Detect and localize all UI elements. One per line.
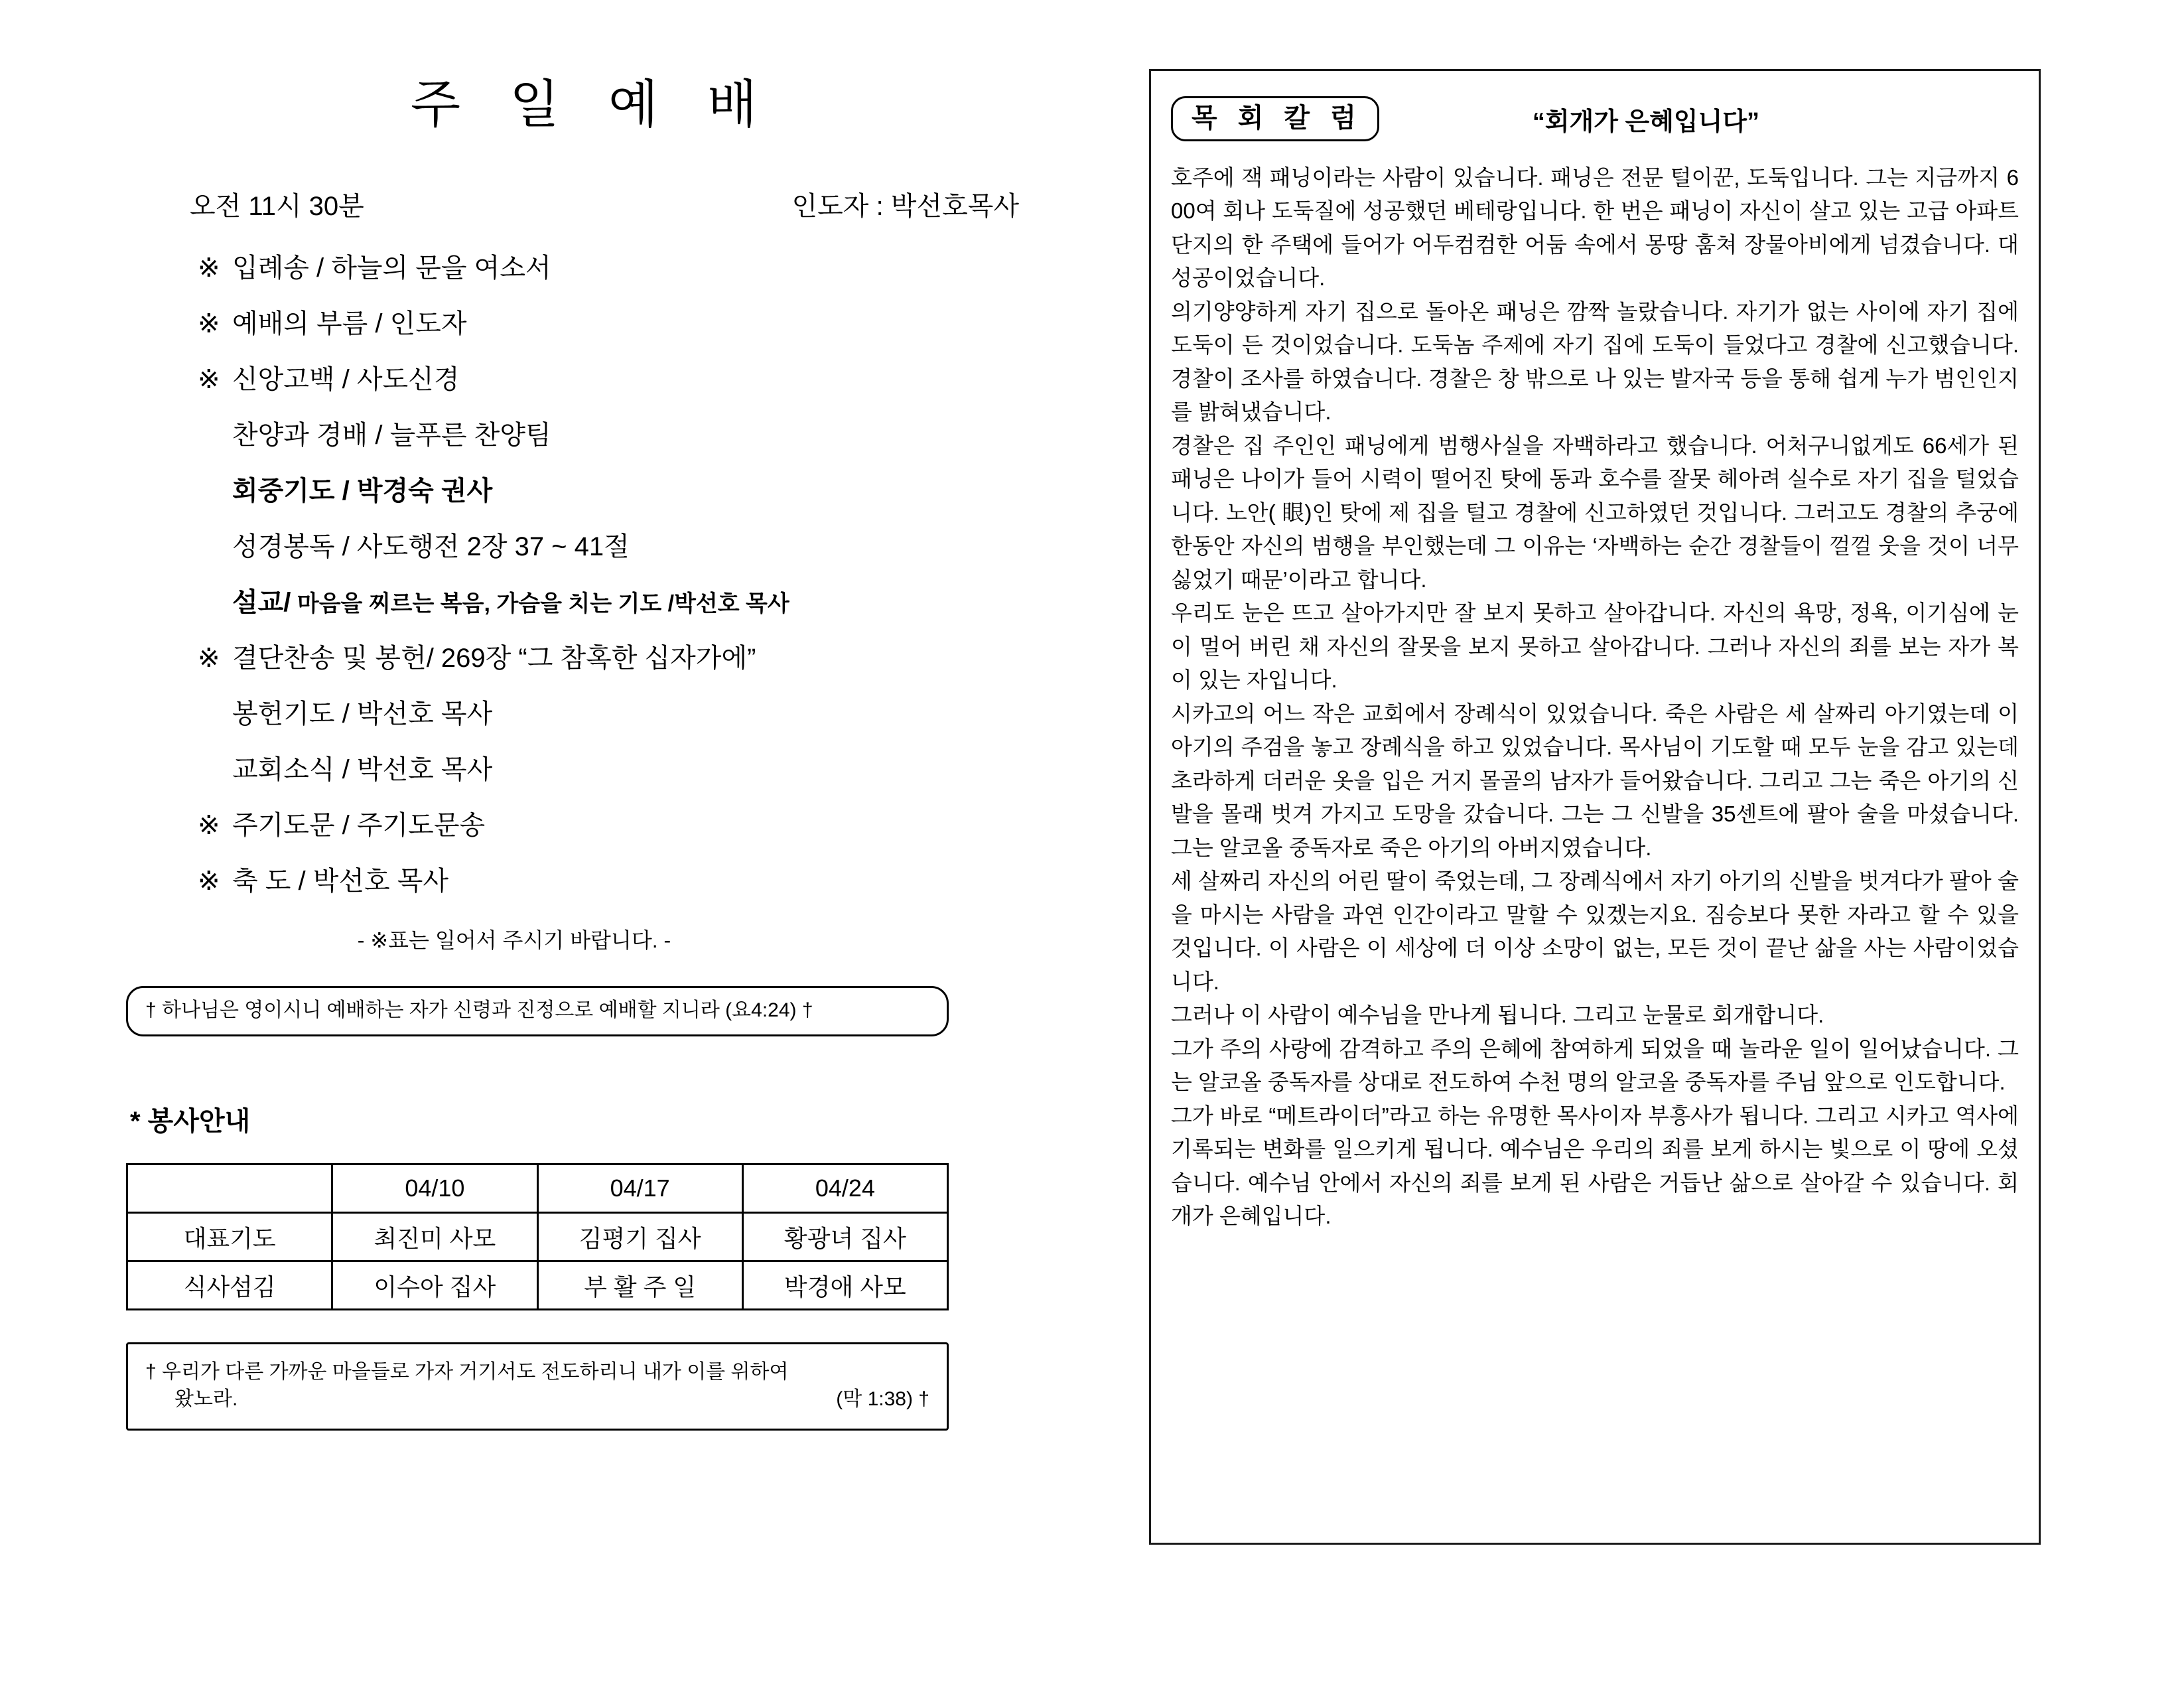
service-time-row: [126, 185, 1042, 223]
paragraph: 시카고의 어느 작은 교회에서 장례식이 있었습니다. 죽은 사람은 세 살짜리 아기였는데 이 아기의 주검을 놓고 장례식을 하고 있었습니다. 목사님이 기도할 때 모두 눈을 감고 있는데 초라하게 더러운 옷을 입은 거지 몰골의 남자가 들어왔습니다. 그리고 그는 죽은 아기의 신발을 몰래 벗겨 가지고 도망을 갔습니다. 그는 그 신발을 35센트에 팔아 술을 마셨습니다. 그는 알코올 중독자로 죽은 아기의 아버지였습니다.: [1171, 701, 2019, 860]
paragraph: 그가 주의 사랑에 감격하고 주의 은혜에 참여하게 되었을 때 놀라운 일이 일어났습니다. 그는 알코올 중독자를 상대로 전도하여 수천 명의 알코올 중독자를 주님 앞으로 인도합니다.: [1171, 1036, 2019, 1095]
order-item-benediction: [198, 868, 1042, 894]
duty-col-header-date: 04/17: [537, 1164, 742, 1213]
standing-instruction-note: - ※표는 일어서 주시기 바랍니다. -: [357, 928, 671, 952]
duty-section-heading: * 봉사안내: [130, 1107, 251, 1137]
duty-table: [126, 1163, 949, 1310]
scripture-box-mark: [126, 1342, 949, 1431]
order-item-label: 성경봉독 / 사도행전 2장 37 ~ 41절: [232, 531, 630, 561]
standing-mark-icon: ※: [198, 866, 220, 896]
worship-order-column: [126, 40, 1042, 1632]
order-item: [198, 422, 1042, 449]
standing-mark-icon: ※: [198, 364, 220, 394]
table-row: [127, 1261, 948, 1310]
paragraph: 의기양양하게 자기 집으로 돌아온 패닝은 깜짝 놀랐습니다. 자기가 없는 사이에 자기 집에 도둑이 든 것이었습니다. 도둑놈 주제에 자기 집에 도둑이 들었다고 경찰에 신고했습니다. 경찰이 조사를 하였습니다. 경찰은 창 밖으로 나 있는 발자국 등을 통해 쉽게 누가 범인인지를 밝혀냈습니다.: [1171, 299, 2019, 425]
sermon-label: 설교/: [232, 587, 291, 617]
standing-mark-icon: ※: [198, 253, 220, 283]
order-item-offering-hymn: [198, 645, 1042, 671]
duty-cell: 김평기 집사: [537, 1213, 742, 1261]
scripture-text: † 하나님은 영이시니 예배하는 자가 신령과 진정으로 예배할 지니라 (요4:24) †: [145, 999, 813, 1021]
scripture-reference: (막 1:38) †: [836, 1387, 929, 1410]
pastoral-column-panel: [1149, 69, 2041, 1545]
order-item: [198, 812, 1042, 839]
duty-cell: 최진미 사모: [332, 1213, 537, 1261]
order-item-label: 교회소식 / 박선호 목사: [232, 754, 493, 784]
order-item: [198, 366, 1042, 393]
pastoral-column-header: [1171, 87, 2019, 151]
table-header-row: [127, 1164, 948, 1213]
pastoral-column-body: [1171, 161, 2019, 1234]
page-title: 주 일 예 배: [410, 75, 775, 133]
paragraph: 그가 바로 “메트라이더”라고 하는 유명한 목사이자 부흥사가 됩니다. 그리고 시카고 역사에 기록되는 변화를 일으키게 됩니다. 예수님은 우리의 죄를 보게 하시는 빛으로 이 땅에 오셨습니다. 예수님 안에서 자신의 죄를 보게 된 사람은 거듭난 삶으로 살아갈 수 있습니다. 회개가 은혜입니다.: [1171, 1103, 2019, 1229]
order-item-scripture-reading: [198, 533, 1042, 560]
order-item-congregational-prayer: [198, 478, 1042, 504]
order-of-service-list: [126, 255, 1042, 894]
duty-cell: 박경애 사모: [742, 1261, 947, 1310]
duty-row-label: 식사섬김: [127, 1261, 332, 1310]
paragraph: 우리도 눈은 뜨고 살아가지만 잘 보지 못하고 살아갑니다. 자신의 욕망, 정욕, 이기심에 눈이 멀어 버린 채 자신의 잘못을 보지 못하고 살아갑니다. 그러나 자신의 죄를 보는 자가 복이 있는 자입니다.: [1171, 600, 2019, 693]
paragraph: 세 살짜리 자신의 어린 딸이 죽었는데, 그 장례식에서 자기 아기의 신발을 벗겨다가 팔아 술을 마시는 사람을 과연 인간이라고 말할 수 있겠는지요. 짐승보다 못한 자라고 할 수 있을 것입니다. 이 사람은 이 세상에 더 이상 소망이 없는, 모든 것이 끝난 삶을 사는 사람이었습니다.: [1171, 869, 2019, 994]
paragraph: 호주에 잭 패닝이라는 사람이 있습니다. 패닝은 전문 털이꾼, 도둑입니다. 그는 지금까지 600여 회나 도둑질에 성공했던 베테랑입니다. 한 번은 패닝이 자신이 살고 있는 고급 아파트 단지의 한 주택에 들어가 어두컴컴한 어둠 속에서 몽땅 훔쳐 장물아비에게 넘겼습니다. 대성공이었습니다.: [1171, 165, 2019, 291]
order-item: [198, 311, 1042, 337]
sermon-title: 마음을 찌르는 복음, 가슴을 치는 기도 /박선호 목사: [291, 591, 789, 616]
duty-col-header-date: 04/24: [742, 1164, 947, 1213]
duty-cell: 황광녀 집사: [742, 1213, 947, 1261]
order-item-label: 입례송 / 하늘의 문을 여소서: [232, 253, 551, 283]
duty-cell: 부 활 주 일: [537, 1261, 742, 1310]
order-item: [198, 756, 1042, 783]
duty-col-header-date: 04/10: [332, 1164, 537, 1213]
scripture-reference-row: [145, 1386, 929, 1413]
order-item-label: 주기도문 / 주기도문송: [232, 810, 486, 840]
duty-cell: 이수아 집사: [332, 1261, 537, 1310]
table-row: [127, 1213, 948, 1261]
pastoral-column-tag: 목 회 칼 럼: [1171, 96, 1379, 141]
standing-mark-icon: ※: [198, 309, 220, 338]
order-item-label: 예배의 부름 / 인도자: [232, 309, 467, 338]
order-item-label: 결단찬송 및 봉헌/ 269장 “그 참혹한 십자가에”: [232, 643, 756, 673]
scripture-text-line2: 왔노라.: [174, 1387, 238, 1410]
order-item-label: 신앙고백 / 사도신경: [232, 364, 460, 394]
pastoral-column-title: “회개가 은혜입니다”: [1532, 107, 1760, 136]
order-item-label: 축 도 / 박선호 목사: [232, 866, 449, 896]
paragraph: 그러나 이 사람이 예수님을 만나게 됩니다. 그리고 눈물로 회개합니다.: [1171, 1003, 1824, 1028]
service-leader: 인도자 : 박선호목사: [791, 191, 1019, 221]
order-item: [198, 255, 1042, 281]
standing-mark-icon: ※: [198, 643, 220, 673]
service-time: 오전 11시 30분: [190, 191, 364, 221]
order-item: [198, 701, 1042, 727]
standing-mark-icon: ※: [198, 810, 220, 840]
order-item-label: 찬양과 경배 / 늘푸른 찬양팀: [232, 420, 551, 450]
paragraph: 경찰은 집 주인인 패닝에게 범행사실을 자백하라고 했습니다. 어처구니없게도 66세가 된 패닝은 나이가 들어 시력이 떨어진 탓에 동과 호수를 잘못 헤아려 실수로 자기 집을 털었습니다. 노안( 眼)인 탓에 제 집을 털고 경찰에 신고하였던 것입니다. 그러고도 경찰의 추궁에 한동안 자신의 범행을 부인했는데 그 이유는 ‘자백하는 순간 경찰들이 껄껄 웃을 것이 너무 싫었기 때문’이라고 합니다.: [1171, 433, 2019, 592]
scripture-text-line1: † 우리가 다른 가까운 마을들로 가자 거기서도 전도하리니 내가 이를 위하여: [145, 1361, 789, 1383]
order-item-label: 봉헌기도 / 박선호 목사: [232, 699, 493, 729]
order-item-label: 회중기도 / 박경숙 권사: [232, 476, 493, 506]
scripture-box-john: [126, 986, 949, 1037]
duty-col-header-blank: [127, 1164, 332, 1213]
duty-row-label: 대표기도: [127, 1213, 332, 1261]
order-item-sermon: [198, 589, 1042, 616]
